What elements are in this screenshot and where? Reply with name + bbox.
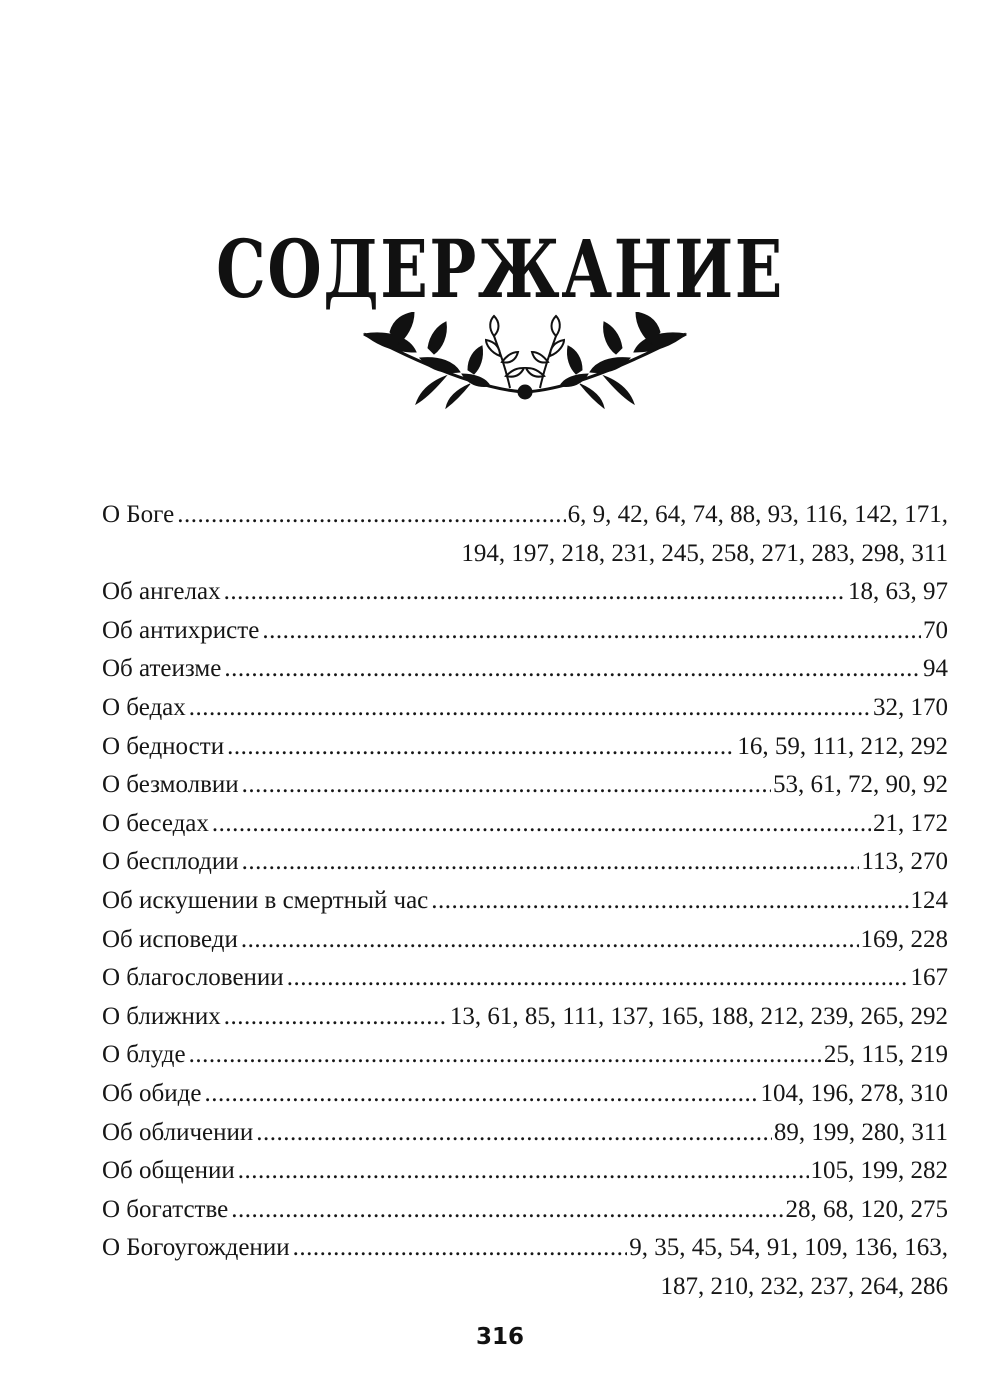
toc-entry-label: Об обиде [102, 1079, 202, 1107]
toc-leader-dots [224, 573, 846, 612]
toc-entry-label: Об исповеди [102, 925, 238, 953]
toc-entry [102, 959, 948, 998]
toc-entry [102, 728, 948, 767]
table-of-contents [102, 496, 948, 1306]
toc-entry [102, 689, 948, 728]
toc-entry [102, 1114, 948, 1153]
toc-leader-dots [238, 1152, 809, 1191]
toc-entry-label: О бедах [102, 693, 186, 721]
laurel-branches-ornament-icon [350, 312, 700, 412]
toc-entry-pages: 89, 199, 280, 311 [773, 1118, 948, 1146]
toc-leader-dots [231, 1191, 783, 1230]
toc-entry-pages: 9, 35, 45, 54, 91, 109, 136, 163, [629, 1234, 948, 1262]
toc-entry-label: О блуде [102, 1041, 186, 1069]
toc-leader-dots [212, 805, 871, 844]
toc-entry [102, 650, 948, 689]
toc-entry-label: О бесплодии [102, 848, 239, 876]
toc-entry-label: Об антихристе [102, 616, 260, 644]
toc-entry-pages: 105, 199, 282 [810, 1157, 948, 1185]
toc-entry-label: О благословении [102, 964, 284, 992]
toc-leader-dots [227, 728, 735, 767]
toc-entry [102, 998, 948, 1037]
toc-entry-pages: 32, 170 [873, 693, 948, 721]
toc-entry [102, 882, 948, 921]
toc-leader-dots [177, 496, 565, 535]
toc-entry-pages: 113, 270 [861, 848, 948, 876]
toc-leader-dots [262, 612, 921, 651]
toc-entry-pages: 28, 68, 120, 275 [785, 1195, 948, 1223]
toc-entry-label: О бедности [102, 732, 225, 760]
toc-leader-dots [241, 921, 859, 960]
toc-entry-label: О богатстве [102, 1195, 229, 1223]
toc-leader-dots [242, 843, 860, 882]
toc-entry-pages: 18, 63, 97 [848, 578, 948, 606]
toc-entry-pages: 70 [923, 616, 948, 644]
toc-leader-dots [224, 998, 448, 1037]
toc-entry-pages: 13, 61, 85, 111, 137, 165, 188, 212, 239, 265, 292 [449, 1002, 948, 1030]
toc-entry [102, 1152, 948, 1191]
toc-leader-dots [242, 766, 771, 805]
toc-entry-label: Об обличении [102, 1118, 254, 1146]
toc-leader-dots [287, 959, 909, 998]
toc-leader-dots [293, 1229, 628, 1268]
toc-entry-pages-continued: 194, 197, 218, 231, 245, 258, 271, 283, 298, 311 [461, 539, 948, 567]
toc-entry-pages: 21, 172 [873, 809, 948, 837]
toc-entry-label: О Богоугождении [102, 1234, 290, 1262]
toc-entry [102, 612, 948, 651]
toc-leader-dots [189, 1036, 822, 1075]
toc-leader-dots [256, 1114, 772, 1153]
toc-entry [102, 843, 948, 882]
toc-leader-dots [189, 689, 871, 728]
toc-entry-pages: 94 [923, 655, 948, 683]
toc-entry-label: Об общении [102, 1157, 235, 1185]
toc-entry-pages: 124 [910, 886, 948, 914]
toc-entry [102, 766, 948, 805]
toc-entry-label: Об атеизме [102, 655, 222, 683]
toc-entry [102, 573, 948, 612]
toc-entry-label: О ближних [102, 1002, 221, 1030]
toc-entry-pages: 169, 228 [860, 925, 948, 953]
toc-entry [102, 1036, 948, 1075]
toc-entry [102, 496, 948, 573]
toc-leader-dots [204, 1075, 758, 1114]
toc-entry [102, 921, 948, 960]
toc-entry [102, 1075, 948, 1114]
toc-entry [102, 1229, 948, 1306]
toc-entry-label: Об ангелах [102, 578, 221, 606]
toc-entry-label: О Боге [102, 501, 175, 528]
toc-leader-dots [431, 882, 908, 921]
toc-entry-pages-continued: 187, 210, 232, 237, 264, 286 [660, 1272, 948, 1300]
toc-entry-pages: 104, 196, 278, 310 [760, 1079, 948, 1107]
toc-entry-pages: 6, 9, 42, 64, 74, 88, 93, 116, 142, 171, [567, 501, 948, 528]
toc-entry [102, 1191, 948, 1230]
toc-entry-pages: 167 [910, 964, 948, 992]
toc-entry-label: Об искушении в смертный час [102, 886, 429, 914]
page-title: СОДЕРЖАНИЕ [216, 222, 784, 316]
toc-entry [102, 805, 948, 844]
toc-entry-label: О безмолвии [102, 771, 239, 799]
toc-entry-pages: 53, 61, 72, 90, 92 [773, 771, 948, 799]
toc-entry-pages: 25, 115, 219 [823, 1041, 948, 1069]
toc-entry-pages: 16, 59, 111, 212, 292 [737, 732, 948, 760]
toc-leader-dots [224, 650, 921, 689]
toc-entry-label: О беседах [102, 809, 209, 837]
page-number: 316 [475, 1324, 524, 1350]
